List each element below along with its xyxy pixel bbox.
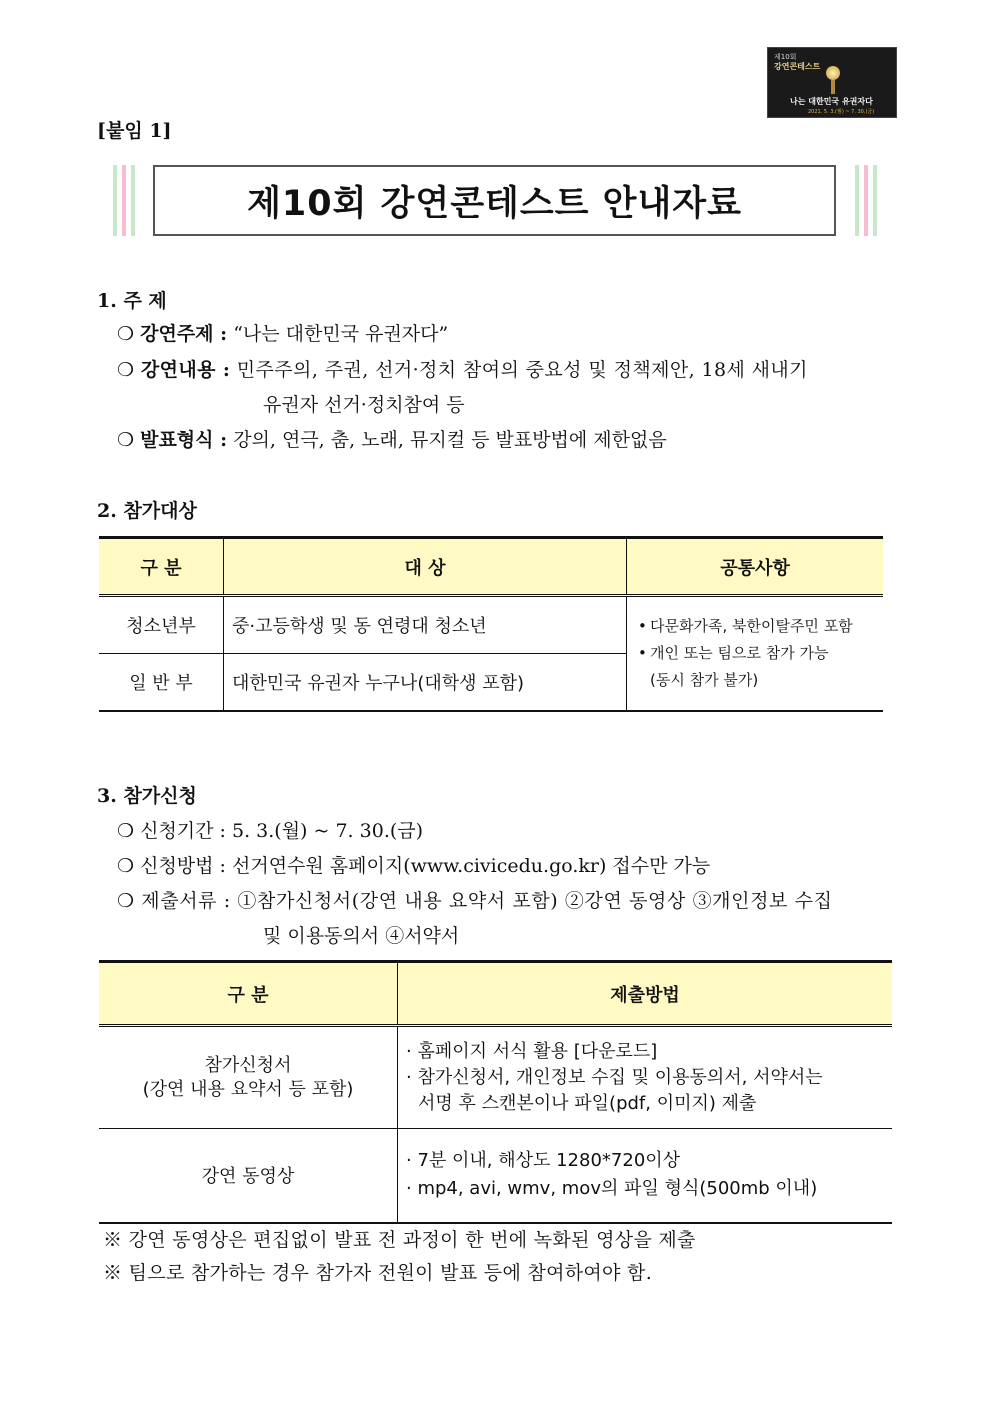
submission-table [99, 960, 892, 1224]
attachment-label: [붙임 1] [97, 120, 172, 142]
logo-slogan: 나는 대한민국 유권자다 [790, 97, 873, 106]
sec1-item-format: ❍ 발표형식 : 강의, 연극, 춤, 노래, 뮤지컬 등 발표방법에 제한없음 [117, 429, 667, 451]
list-item: • 개인 또는 팀으로 참가 가능 (동시 참가 불가) [638, 640, 882, 694]
table-row [99, 1129, 892, 1223]
logo-edition: 제10회 [774, 53, 797, 61]
decor-stripe [864, 165, 868, 236]
page-title: 제10회 강연콘테스트 안내자료 [247, 183, 742, 224]
row-methods: · 7분 이내, 해상도 1280*720이상 · mp4, avi, wmv, mov의 파일 형식(500mb 이내) [398, 1129, 893, 1223]
list-item: • 다문화가족, 북한이탈주민 포함 [638, 613, 882, 640]
decor-stripe [122, 165, 126, 236]
table-header: 제출방법 [398, 962, 893, 1026]
row-category: 청소년부 [99, 596, 224, 654]
microphone-icon [826, 66, 840, 80]
sec3-item-period: ❍ 신청기간 : 5. 3.(월) ~ 7. 30.(금) [117, 820, 424, 842]
table-header: 대 상 [224, 538, 627, 596]
decor-stripe [873, 165, 877, 236]
note-team: ※ 팀으로 참가하는 경우 참가자 전원이 발표 등에 참여하여야 함. [103, 1262, 653, 1284]
decor-stripe [113, 165, 117, 236]
sec1-item-content-cont: 유권자 선거·정치참여 등 [263, 394, 465, 416]
row-target: 중·고등학생 및 동 연령대 청소년 [224, 596, 627, 654]
logo-title: 강연콘테스트 [774, 62, 821, 71]
table-header: 구 분 [99, 538, 224, 596]
decor-stripe [855, 165, 859, 236]
section1-heading: 1. 주 제 [97, 290, 167, 312]
sec3-item-documents: ❍ 제출서류 : ①참가신청서(강연 내용 요약서 포함) ②강연 동영상 ③개인정보 수집 [117, 890, 833, 912]
row-methods: · 홈페이지 서식 활용 [다운로드] · 참가신청서, 개인정보 수집 및 이용동의서, 서약서는 서명 후 스캔본이나 파일(pdf, 이미지) 제출 [398, 1026, 893, 1129]
row-category: 강연 동영상 [99, 1129, 398, 1223]
row-category: 참가신청서 (강연 내용 요약서 등 포함) [99, 1026, 398, 1129]
table-header: 공통사항 [627, 538, 884, 596]
eligibility-table [99, 536, 883, 712]
table-row [99, 596, 883, 654]
common-notes [627, 596, 884, 711]
row-category: 일 반 부 [99, 654, 224, 711]
sec1-item-content: ❍ 강연내용 : 민주주의, 주권, 선거·정치 참여의 중요성 및 정책제안, 18세 새내기 [117, 359, 808, 381]
decor-stripe [131, 165, 135, 236]
section2-heading: 2. 참가대상 [97, 500, 197, 522]
sec1-item-topic: ❍ 강연주제 : “나는 대한민국 유권자다” [117, 323, 449, 345]
table-row [99, 1026, 892, 1129]
microphone-stand [831, 80, 835, 94]
logo-date: 2021. 5. 3.(월) ~ 7. 30.(금) [808, 109, 875, 115]
table-header: 구 분 [99, 962, 398, 1026]
sec3-item-method: ❍ 신청방법 : 선거연수원 홈페이지(www.civicedu.go.kr) 접수만 가능 [117, 855, 711, 877]
row-target: 대한민국 유권자 누구나(대학생 포함) [224, 654, 627, 711]
title-box [153, 165, 836, 236]
contest-logo [767, 47, 897, 118]
section3-heading: 3. 참가신청 [97, 785, 197, 807]
sec3-item-documents-cont: 및 이용동의서 ④서약서 [263, 925, 460, 947]
note-video: ※ 강연 동영상은 편집없이 발표 전 과정이 한 번에 녹화된 영상을 제출 [103, 1229, 696, 1251]
